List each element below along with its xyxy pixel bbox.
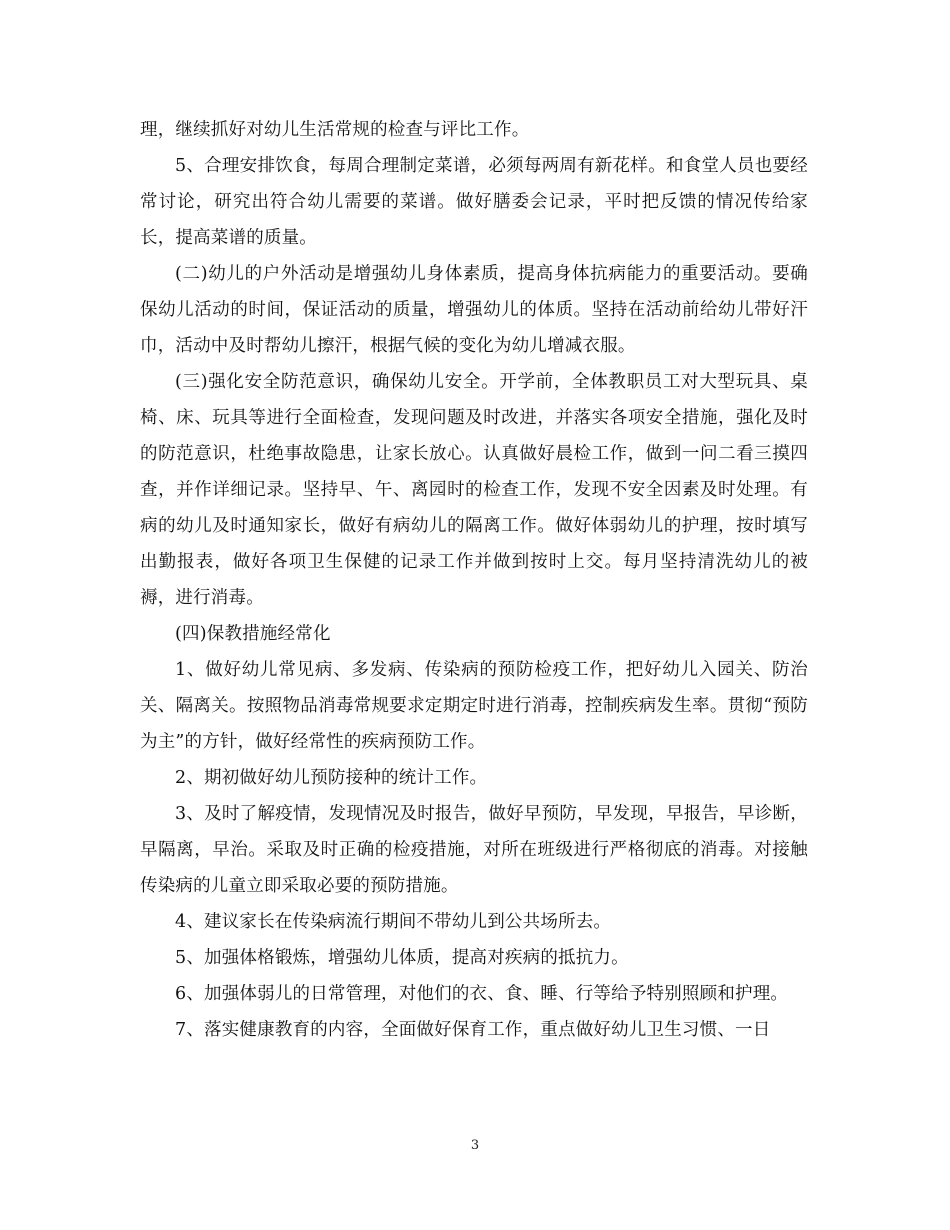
paragraph-item-2-vaccination: 2、期初做好幼儿预防接种的统计工作。 [175, 768, 488, 788]
paragraph-item-4-public-places: 4、建议家长在传染病流行期间不带幼儿到公共场所去。 [175, 912, 612, 932]
paragraph-item-1-prevention: 1、做好幼儿常见病、多发病、传染病的预防检疫工作，把好幼儿入园关、防治关、隔离关。按照物品消毒常规要求定期定时进行消毒，控制疾病发生率。贯彻“预防为主”的方针，做好经常性的疾病预防工作。 [140, 660, 808, 752]
paragraph-item-3-epidemic: 3、及时了解疫情，发现情况及时报告，做好早预防，早发现，早报告，早诊断，早隔离，早治。采取及时正确的检疫措施，对所在班级进行严格彻底的消毒。对接触传染病的儿童立即采取必要的预防措施。 [140, 804, 808, 896]
paragraph-item-5-exercise: 5、加强体格锻炼，增强幼儿体质，提高对疾病的抵抗力。 [175, 948, 629, 968]
paragraph-section-4-heading: (四)保教措施经常化 [175, 624, 331, 644]
paragraph-section-3-safety: (三)强化安全防范意识，确保幼儿安全。开学前，全体教职员工对大型玩具、桌椅、床、玩具等进行全面检查，发现问题及时改进，并落实各项安全措施，强化及时的防范意识，杜绝事故隐患，让家长放心。认真做好晨检工作，做到一问二看三摸四查，并作详细记录。坚持早、午、离园时的检查工作，发现不安全因素及时处理。有病的幼儿及时通知家长，做好有病幼儿的隔离工作。做好体弱幼儿的护理，按时填写出勤报表，做好各项卫生保健的记录工作并做到按时上交。每月坚持清洗幼儿的被褥，进行消毒。 [140, 372, 808, 608]
paragraph-continuation: 理，继续抓好对幼儿生活常规的检查与评比工作。 [140, 120, 530, 140]
paragraph-section-2-outdoor: (二)幼儿的户外活动是增强幼儿身体素质，提高身体抗病能力的重要活动。要确保幼儿活动的时间，保证活动的质量，增强幼儿的体质。坚持在活动前给幼儿带好汗巾，活动中及时帮幼儿擦汗，根据气候的变化为幼儿增减衣服。 [140, 264, 808, 356]
paragraph-item-6-weak-children: 6、加强体弱儿的日常管理，对他们的衣、食、睡、行等给予特别照顾和护理。 [175, 984, 789, 1004]
document-body [140, 112, 808, 1048]
page-number: 3 [470, 1138, 480, 1153]
paragraph-item-7-health-education: 7、落实健康教育的内容，全面做好保育工作，重点做好幼儿卫生习惯、一日 [175, 1020, 771, 1040]
paragraph-item-5-diet: 5、合理安排饮食，每周合理制定菜谱，必须每两周有新花样。和食堂人员也要经常讨论，研究出符合幼儿需要的菜谱。做好膳委会记录，平时把反馈的情况传给家长，提高菜谱的质量。 [140, 156, 808, 248]
